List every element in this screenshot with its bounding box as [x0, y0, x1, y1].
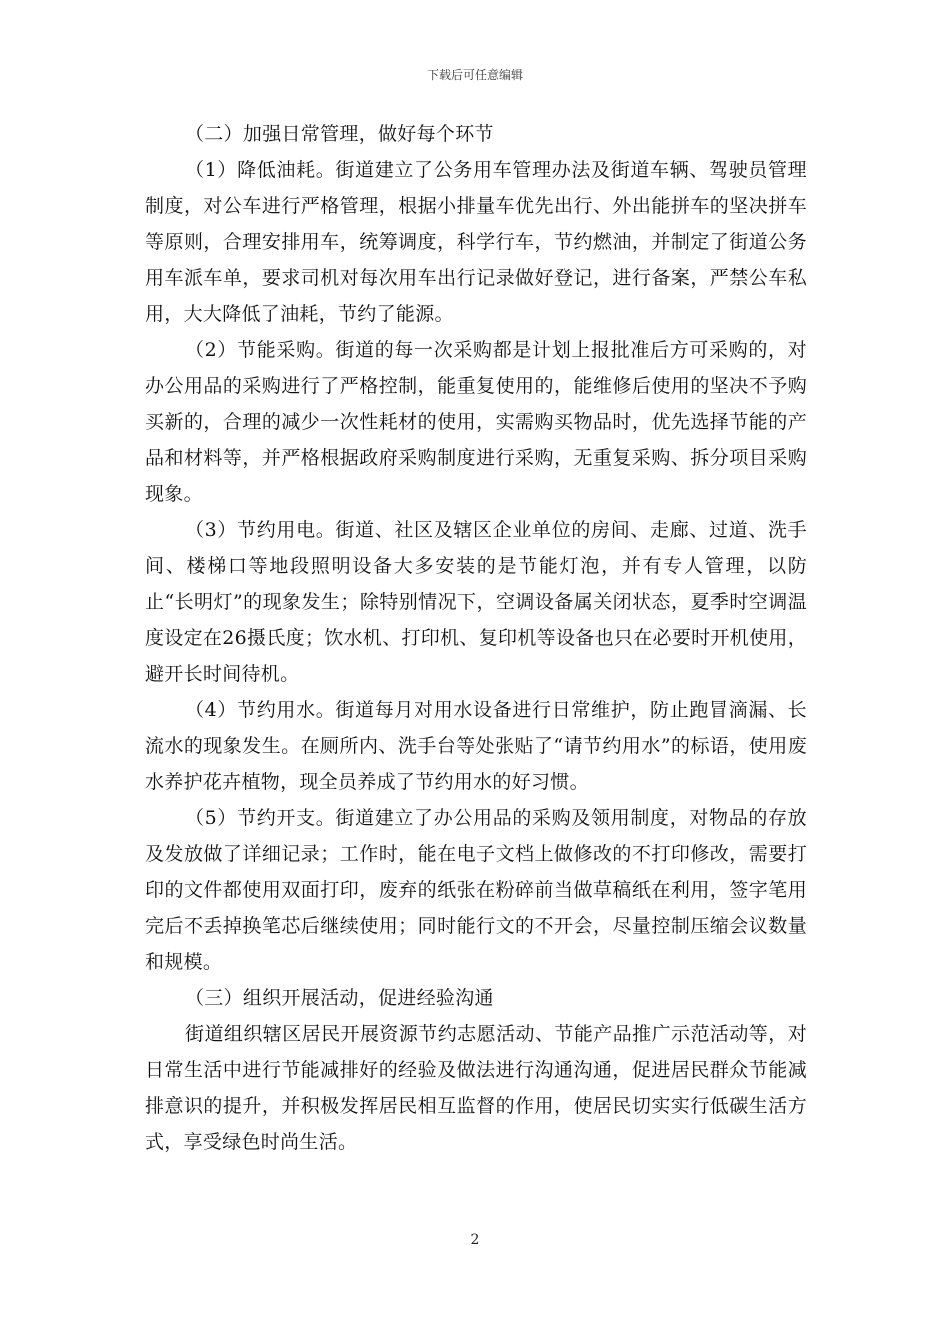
section-heading-2: （二）加强日常管理，做好每个环节: [185, 123, 494, 145]
section-heading-3: （三）组织开展活动，促进经验沟通: [185, 987, 494, 1009]
paragraph-energy-procurement: （2）节能采购。街道的每一次采购都是计划上报批准后方可采购的，对办公用品的采购进行了严格控制，能重复使用的，能维修后使用的坚决不予购买新的，合理的减少一次性耗材的使用，实需购买物品时，优先选择节能的产品和材料等，并严格根据政府采购制度进行采购，无重复采购、拆分项目采购现象。: [145, 339, 807, 505]
paragraph-save-electricity: （3）节约用电。街道、社区及辖区企业单位的房间、走廊、过道、洗手间、楼梯口等地段照明设备大多安装的是节能灯泡，并有专人管理，以防止“长明灯”的现象发生；除特别情况下，空调设备属关闭状态，夏季时空调温度设定在26摄氏度；饮水机、打印机、复印机等设备也只在必要时开机使用，避开长时间待机。: [145, 519, 807, 685]
paragraph-save-expenses: （5）节约开支。街道建立了办公用品的采购及领用制度，对物品的存放及发放做了详细记录；工作时，能在电子文档上做修改的不打印修改，需要打印的文件都使用双面打印，废弃的纸张在粉碎前当做草稿纸在利用，签字笔用完后不丢掉换笔芯后继续使用；同时能行文的不开会，尽量控制压缩会议数量和规模。: [145, 807, 807, 973]
page-number: 2: [470, 1232, 480, 1248]
paragraph-fuel-consumption: （1）降低油耗。街道建立了公务用车管理办法及街道车辆、驾驶员管理制度，对公车进行严格管理，根据小排量车优先出行、外出能拼车的坚决拼车等原则，合理安排用车，统筹调度，科学行车，节约燃油，并制定了街道公务用车派车单，要求司机对每次用车出行记录做好登记，进行备案，严禁公车私用，大大降低了油耗，节约了能源。: [145, 159, 807, 325]
document-body: [145, 116, 807, 1160]
paragraph-save-water: （4）节约用水。街道每月对用水设备进行日常维护，防止跑冒滴漏、长流水的现象发生。在厕所内、洗手台等处张贴了“请节约用水”的标语，使用废水养护花卉植物，现全员养成了节约用水的好习惯。: [145, 699, 807, 793]
page-header: 下载后可任意编辑: [426, 68, 523, 82]
paragraph-community-activities: 街道组织辖区居民开展资源节约志愿活动、节能产品推广示范活动等，对日常生活中进行节能减排好的经验及做法进行沟通沟通，促进居民群众节能减排意识的提升，并积极发挥居民相互监督的作用，使居民切实实行低碳生活方式，享受绿色时尚生活。: [145, 1023, 807, 1153]
